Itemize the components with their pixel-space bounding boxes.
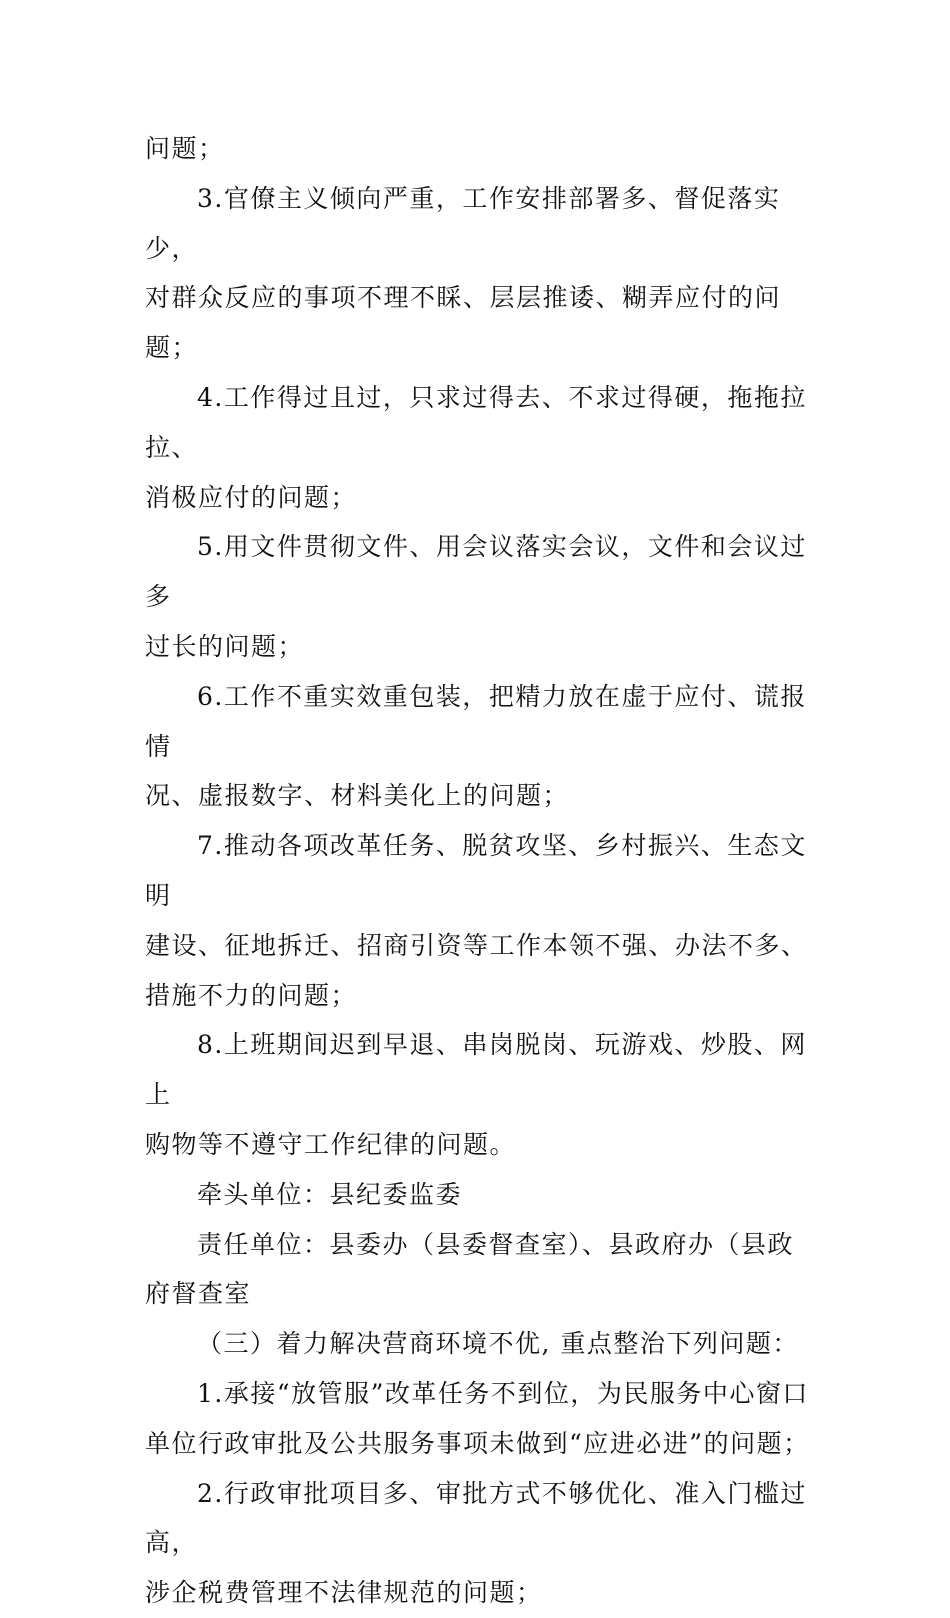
document-body: [145, 124, 815, 1618]
paragraph-section3-item-2: 2.行政审批项目多、审批方式不够优化、准入门槛过高， 涉企税费管理不法律规范的问题；: [145, 1478, 807, 1608]
paragraph-responsible-unit: 责任单位：县委办（县委督查室）、县政府办（县政 府督查室: [145, 1229, 795, 1309]
paragraph-item-8: 8.上班期间迟到早退、串岗脱岗、玩游戏、炒股、网上 购物等不遵守工作纪律的问题。: [145, 1030, 807, 1159]
paragraph-item-3: 3.官僚主义倾向严重，工作安排部署多、督促落实少， 对群众反应的事项不理不睬、层层推诿、糊弄应付的问题；: [145, 183, 782, 363]
paragraph-lead-unit: 牵头单位：县纪委监委: [197, 1179, 463, 1209]
paragraph-item-5: 5.用文件贯彻文件、用会议落实会议，文件和会议过多 过长的问题；: [145, 532, 807, 661]
section-heading-3: （三）着力解决营商环境不优, 重点整治下列问题：: [197, 1329, 799, 1359]
paragraph-continuation: 问题；: [145, 134, 225, 163]
paragraph-item-6: 6.工作不重实效重包装，把精力放在虚于应付、谎报情 况、虚报数字、材料美化上的问题；: [145, 681, 807, 811]
paragraph-item-7: 7.推动各项改革任务、脱贫攻坚、乡村振兴、生态文明 建设、征地拆迁、招商引资等工作本领不强、办法不多、 措施不力的问题；: [145, 831, 808, 1010]
paragraph-item-4: 4.工作得过且过，只求过得去、不求过得硬，拖拖拉拉、 消极应付的问题；: [145, 382, 807, 512]
paragraph-section3-item-1: 1.承接“放管服”改革任务不到位，为民服务中心窗口 单位行政审批及公共服务事项未做到“应进必进”的问题；: [145, 1378, 810, 1458]
